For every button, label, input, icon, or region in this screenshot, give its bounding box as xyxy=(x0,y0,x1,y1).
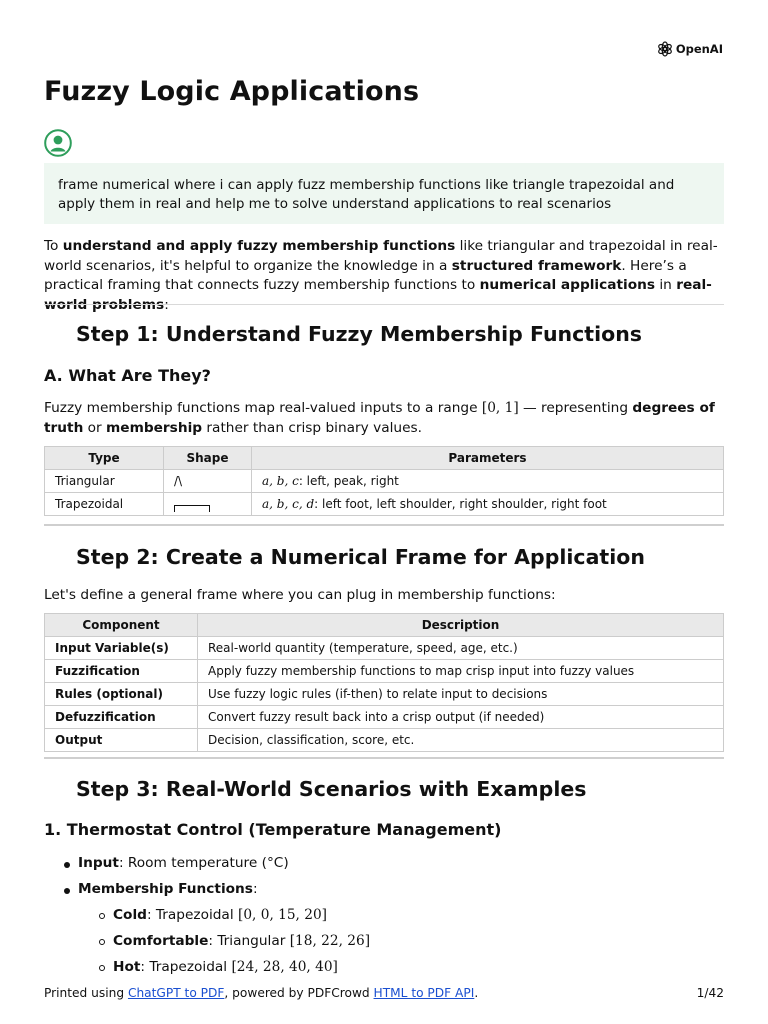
table-header-cell: Type xyxy=(45,447,164,470)
table-header-cell: Shape xyxy=(164,447,252,470)
trapezoid-shape xyxy=(174,505,210,512)
bullet xyxy=(99,965,105,971)
params-text: : left foot, left shoulder, right shoulder, right foot xyxy=(314,497,607,511)
bullet xyxy=(64,862,70,868)
table-cell xyxy=(164,493,252,516)
frame-components-table xyxy=(44,613,724,752)
para-text: — representing xyxy=(518,400,633,416)
intro-bold: structured framework xyxy=(451,257,622,274)
math-params: a, b, c xyxy=(262,474,299,488)
membership-types-table xyxy=(44,446,724,516)
table-row xyxy=(45,493,724,516)
table-row xyxy=(45,683,724,706)
list-text: : Trapezoidal xyxy=(140,959,232,975)
step3-heading: Step 3: Real-World Scenarios with Examples xyxy=(76,777,587,801)
list-item xyxy=(78,855,289,881)
openai-logo-icon xyxy=(657,41,673,57)
list-item xyxy=(78,881,289,907)
bullet xyxy=(99,939,105,945)
table-cell: Apply fuzzy membership functions to map crisp input into fuzzy values xyxy=(198,660,724,683)
step2-paragraph: Let's define a general frame where you can plug in membership functions: xyxy=(44,587,556,603)
bullet xyxy=(64,888,70,894)
section-divider xyxy=(44,757,724,759)
step1-subheading: A. What Are They? xyxy=(44,366,211,385)
intro-text: : xyxy=(164,296,169,313)
intro-text: in xyxy=(655,277,677,294)
html-to-pdf-api-link[interactable]: HTML to PDF API xyxy=(373,986,475,1000)
list-label: Membership Functions xyxy=(78,881,253,897)
table-cell: Decision, classification, score, etc. xyxy=(198,729,724,752)
list-text: : Trapezoidal xyxy=(146,907,238,923)
para-text: or xyxy=(83,419,107,436)
table-header-cell: Description xyxy=(198,614,724,637)
math-range: [0, 1] xyxy=(481,400,519,416)
step1-paragraph xyxy=(44,399,724,438)
intro-text: . Here’s a practical framing that connects fuzzy membership functions to xyxy=(44,257,687,294)
step1-heading: Step 1: Understand Fuzzy Membership Functions xyxy=(76,322,643,346)
table-cell xyxy=(252,470,724,493)
intro-text: like triangular and trapezoidal in real-world scenarios, it's helpful to organize the knowledge in a xyxy=(44,238,718,274)
para-bold: membership xyxy=(106,419,203,436)
math-params: [24, 28, 40, 40] xyxy=(231,959,338,975)
table-cell: /\ xyxy=(164,470,252,493)
table-cell: Fuzzification xyxy=(45,660,198,683)
para-text: Fuzzy membership functions map real-valued inputs to a range xyxy=(44,400,482,416)
math-params: [18, 22, 26] xyxy=(289,933,371,949)
user-avatar-icon xyxy=(44,129,72,157)
table-cell: Input Variable(s) xyxy=(45,637,198,660)
table-cell: Triangular xyxy=(45,470,164,493)
table-header-cell: Component xyxy=(45,614,198,637)
table-header-row xyxy=(45,614,724,637)
table-cell: Convert fuzzy result back into a crisp output (if needed) xyxy=(198,706,724,729)
table-header-row xyxy=(45,447,724,470)
table-row xyxy=(45,660,724,683)
params-text: : left, peak, right xyxy=(298,474,399,488)
table-row xyxy=(45,706,724,729)
para-text: rather than crisp binary values. xyxy=(202,419,422,436)
table-cell: Output xyxy=(45,729,198,752)
step3-subheading: 1. Thermostat Control (Temperature Management) xyxy=(44,820,502,839)
chatgpt-to-pdf-link[interactable]: ChatGPT to PDF xyxy=(127,986,225,1000)
table-cell: Real-world quantity (temperature, speed, age, etc.) xyxy=(198,637,724,660)
math-params: a, b, c, d xyxy=(262,497,315,511)
bullet xyxy=(99,913,105,919)
intro-bold: numerical applications xyxy=(479,277,656,294)
list-item xyxy=(113,907,370,933)
page-footer xyxy=(44,986,724,1000)
user-prompt-text: frame numerical where i can apply fuzz membership functions like triangle trapezoidal and apply them in real and help me to solve understand applications to real scenarios xyxy=(58,177,675,212)
thermostat-list xyxy=(78,855,289,907)
intro-bold: understand and apply fuzzy membership functions xyxy=(62,238,456,254)
table-row xyxy=(45,637,724,660)
page-title: Fuzzy Logic Applications xyxy=(44,76,420,107)
list-label: Hot xyxy=(113,959,141,975)
table-cell xyxy=(252,493,724,516)
intro-bold: real-world problems xyxy=(44,277,712,313)
footer-text: . xyxy=(474,986,479,1000)
section-divider xyxy=(44,304,724,305)
user-prompt-box xyxy=(44,163,724,224)
table-row xyxy=(45,729,724,752)
list-text: : Triangular xyxy=(208,933,290,949)
section-divider xyxy=(44,524,724,526)
para-bold: degrees of truth xyxy=(44,400,715,436)
table-row xyxy=(45,470,724,493)
table-cell: Rules (optional) xyxy=(45,683,198,706)
list-item xyxy=(113,933,370,959)
table-cell: Trapezoidal xyxy=(45,493,164,516)
list-label: Comfortable xyxy=(113,933,209,949)
list-item xyxy=(113,959,370,985)
list-label: Cold xyxy=(113,907,147,923)
math-params: [0, 0, 15, 20] xyxy=(237,907,328,923)
list-text: : xyxy=(252,881,258,897)
list-text: : Room temperature (°C) xyxy=(118,855,289,871)
table-cell: Defuzzification xyxy=(45,706,198,729)
table-header-cell: Parameters xyxy=(252,447,724,470)
footer-text: Printed using xyxy=(44,986,128,1000)
page-number: 1/42 xyxy=(696,986,724,1000)
table-cell: Use fuzzy logic rules (if-then) to relate input to decisions xyxy=(198,683,724,706)
membership-sublist xyxy=(113,907,370,985)
step2-heading: Step 2: Create a Numerical Frame for Application xyxy=(76,545,645,569)
intro-text: To xyxy=(44,238,63,254)
footer-text: , powered by PDFCrowd xyxy=(224,986,374,1000)
brand-name: OpenAI xyxy=(675,42,723,56)
list-label: Input xyxy=(78,855,119,871)
openai-brand xyxy=(657,41,723,57)
